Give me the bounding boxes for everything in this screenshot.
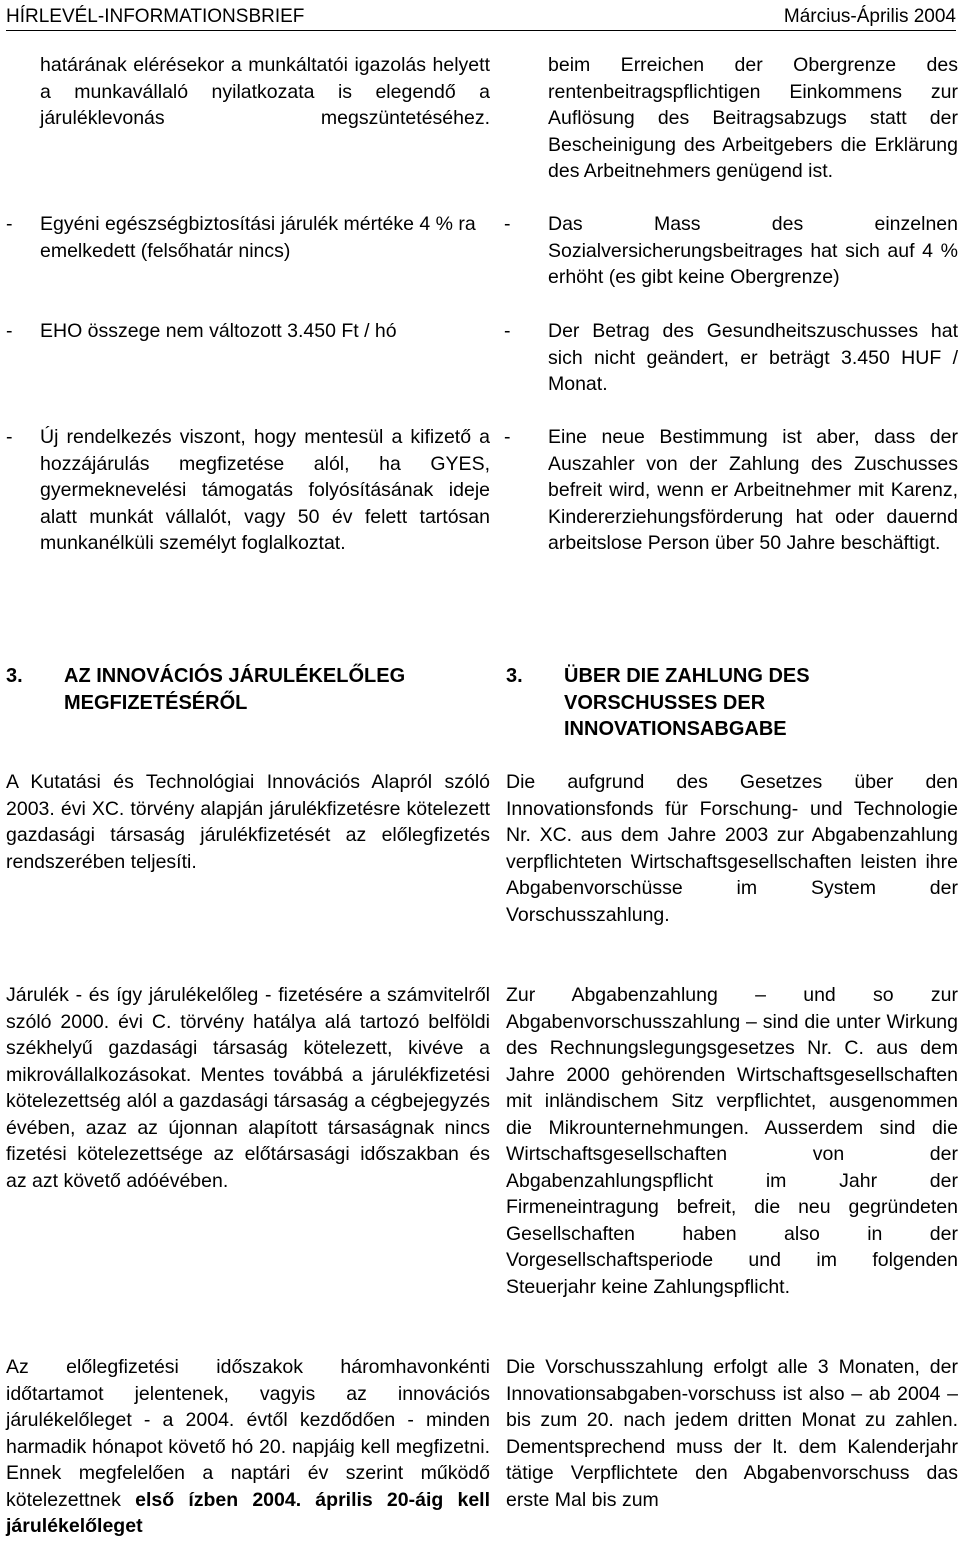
de-section-title <box>564 663 954 743</box>
de-paragraph-2: Zur Abgabenzahlung – und so zur Abgabenvorschusszahlung – sind die unter Wirkung des Rechnungslegungsgesetzes Nr. C. aus dem Jahre 2000 gehörenden Wirtschaftsgesellschaften mit inländischem Sitz verpflichtet, ausgenommen die Mikrounternehmungen. Ausserdem sind die Wirtschaftsgesellschaften von der Abgabenzahlungspflicht im Jahr der Firmeneintragung befreit, die neu gegründeten Gesellschaften haben also in der Vorgesellschaftsperiode und im folgenden Steuerjahr keine Zahlungspflicht. <box>506 984 958 1298</box>
hu-bullet-1-dash: - <box>6 213 13 235</box>
hu-section-title <box>64 663 484 716</box>
de-section-title-line-3: INNOVATIONSABGABE <box>564 718 787 740</box>
header-title: HÍRLEVÉL-INFORMATIONSBRIEF <box>6 6 305 27</box>
de-section-title-line-1: ÜBER DIE ZAHLUNG DES <box>564 665 810 687</box>
hu-paragraph-3-text: Az előlegfizetési időszakok háromhavonkénti időtartamot jelentenek, vagyis az innovációs járulékelőleget - a 2004. évtől kezdődően - minden harmadik hónapot követő hó 20. napjáig kell megfizetni. Ennek megfelelően a naptári év szerint működő kötelezettnek <box>6 1356 490 1511</box>
hu-bullet-2-dash: - <box>6 320 13 342</box>
de-bullet-1: Das Mass des einzelnen Sozialversicherungsbeitrages hat sich auf 4 % erhöht (es gibt keine Obergrenze) <box>548 213 958 288</box>
hu-paragraph-3 <box>6 1354 490 1540</box>
hu-bullet-3: Új rendelkezés viszont, hogy mentesül a kifizető a hozzájárulás megfizetése alól, ha GYES, gyermeknevelési támogatás folyósításának ideje alatt munkát vállalót, vagy 50 év felett tartósan munkanélküli személyt foglalkoztat. <box>40 426 490 554</box>
hu-section-title-line-2: MEGFIZETÉSÉRŐL <box>64 691 248 714</box>
de-bullet-2-dash: - <box>504 320 511 342</box>
hu-paragraph-1: A Kutatási és Technológiai Innovációs Alapról szóló 2003. évi XC. törvény alapján járulékfizetésre kötelezett gazdasági társaság járulékfizetését az előlegfizetés rendszerében teljesíti. <box>6 771 490 873</box>
hu-paragraph-3-bold-first: első <box>135 1488 175 1511</box>
de-paragraph-3: Die Vorschusszahlung erfolgt alle 3 Monaten, der Innovationsabgaben-vorschuss ist also – ab 2004 – bis zum 20. nach jedem dritten Monat zu zahlen. Dementsprechend muss der lt. dem Kalenderjahr tätige Verpflichtete den Abgabenvorschuss das erste Mal bis zum <box>506 1356 958 1511</box>
hu-intro-paragraph: határának elérésekor a munkáltatói igazolás helyett a munkavállaló nyilatkozata is elegendő a járuléklevonás megszüntetéséhez. <box>40 54 490 129</box>
de-bullet-2: Der Betrag des Gesundheitszuschusses hat sich nicht geändert, er beträgt 3.450 HUF / Monat. <box>548 320 958 395</box>
header-date: Március-Április 2004 <box>783 6 956 27</box>
de-paragraph-1: Die aufgrund des Gesetzes über den Innovationsfonds für Forschung- und Technologie Nr. XC. aus dem Jahre 2003 zur Abgabenzahlung verpflichteten Wirtschaftsgesellschaften leisten ihre Abgabenvorschüsse im System der Vorschusszahlung. <box>506 771 958 926</box>
de-intro-paragraph: beim Erreichen der Obergrenze des rentenbeitragspflichtigen Einkommens zur Auflösung des Beitragsabzugs statt der Bescheinigung des Arbeitgebers die Erklärung des Arbeitnehmers genügend ist. <box>548 54 958 182</box>
hu-bullet-3-dash: - <box>6 426 13 448</box>
hu-paragraph-3-bold-date: ízben 2004. április 20-áig kell járulékelőleget <box>6 1488 490 1537</box>
page-header <box>6 2 956 31</box>
de-bullet-3-dash: - <box>504 426 511 448</box>
hu-bullet-2: EHO összege nem változott 3.450 Ft / hó <box>40 320 397 342</box>
de-section-number: 3. <box>506 665 523 687</box>
de-bullet-3: Eine neue Bestimmung ist aber, dass der Auszahler von der Zahlung des Zuschusses befreit wird, wenn er Arbeitnehmer mit Karenz, Kindererziehungsförderung hat oder dauernd arbeitslose Person über 50 Jahre beschäftigt. <box>548 426 958 554</box>
hu-section-number: 3. <box>6 665 23 687</box>
hu-bullet-1: Egyéni egészségbiztosítási járulék mértéke 4 % ra emelkedett (felsőhatár nincs) <box>40 213 476 262</box>
hu-section-title-line-1: AZ INNOVÁCIÓS JÁRULÉKELŐLEG <box>64 665 406 687</box>
de-section-title-line-2: VORSCHUSSES DER <box>564 691 766 714</box>
de-bullet-1-dash: - <box>504 213 511 235</box>
hu-paragraph-2: Járulék - és így járulékelőleg - fizetésére a számvitelről szóló 2000. évi C. törvény hatálya alá tartozó belföldi székhelyű gazdasági társaság kötelezett, kivéve a mikrovállalkozásokat. Mentes továbbá a járulékfizetési kötelezettség alól a gazdasági társaság a cégbejegyzés évében, azaz az újonnan alapított társaságnak nincs fizetési kötelezettsége az előtársasági időszakban és az azt követő adóévében. <box>6 984 490 1192</box>
